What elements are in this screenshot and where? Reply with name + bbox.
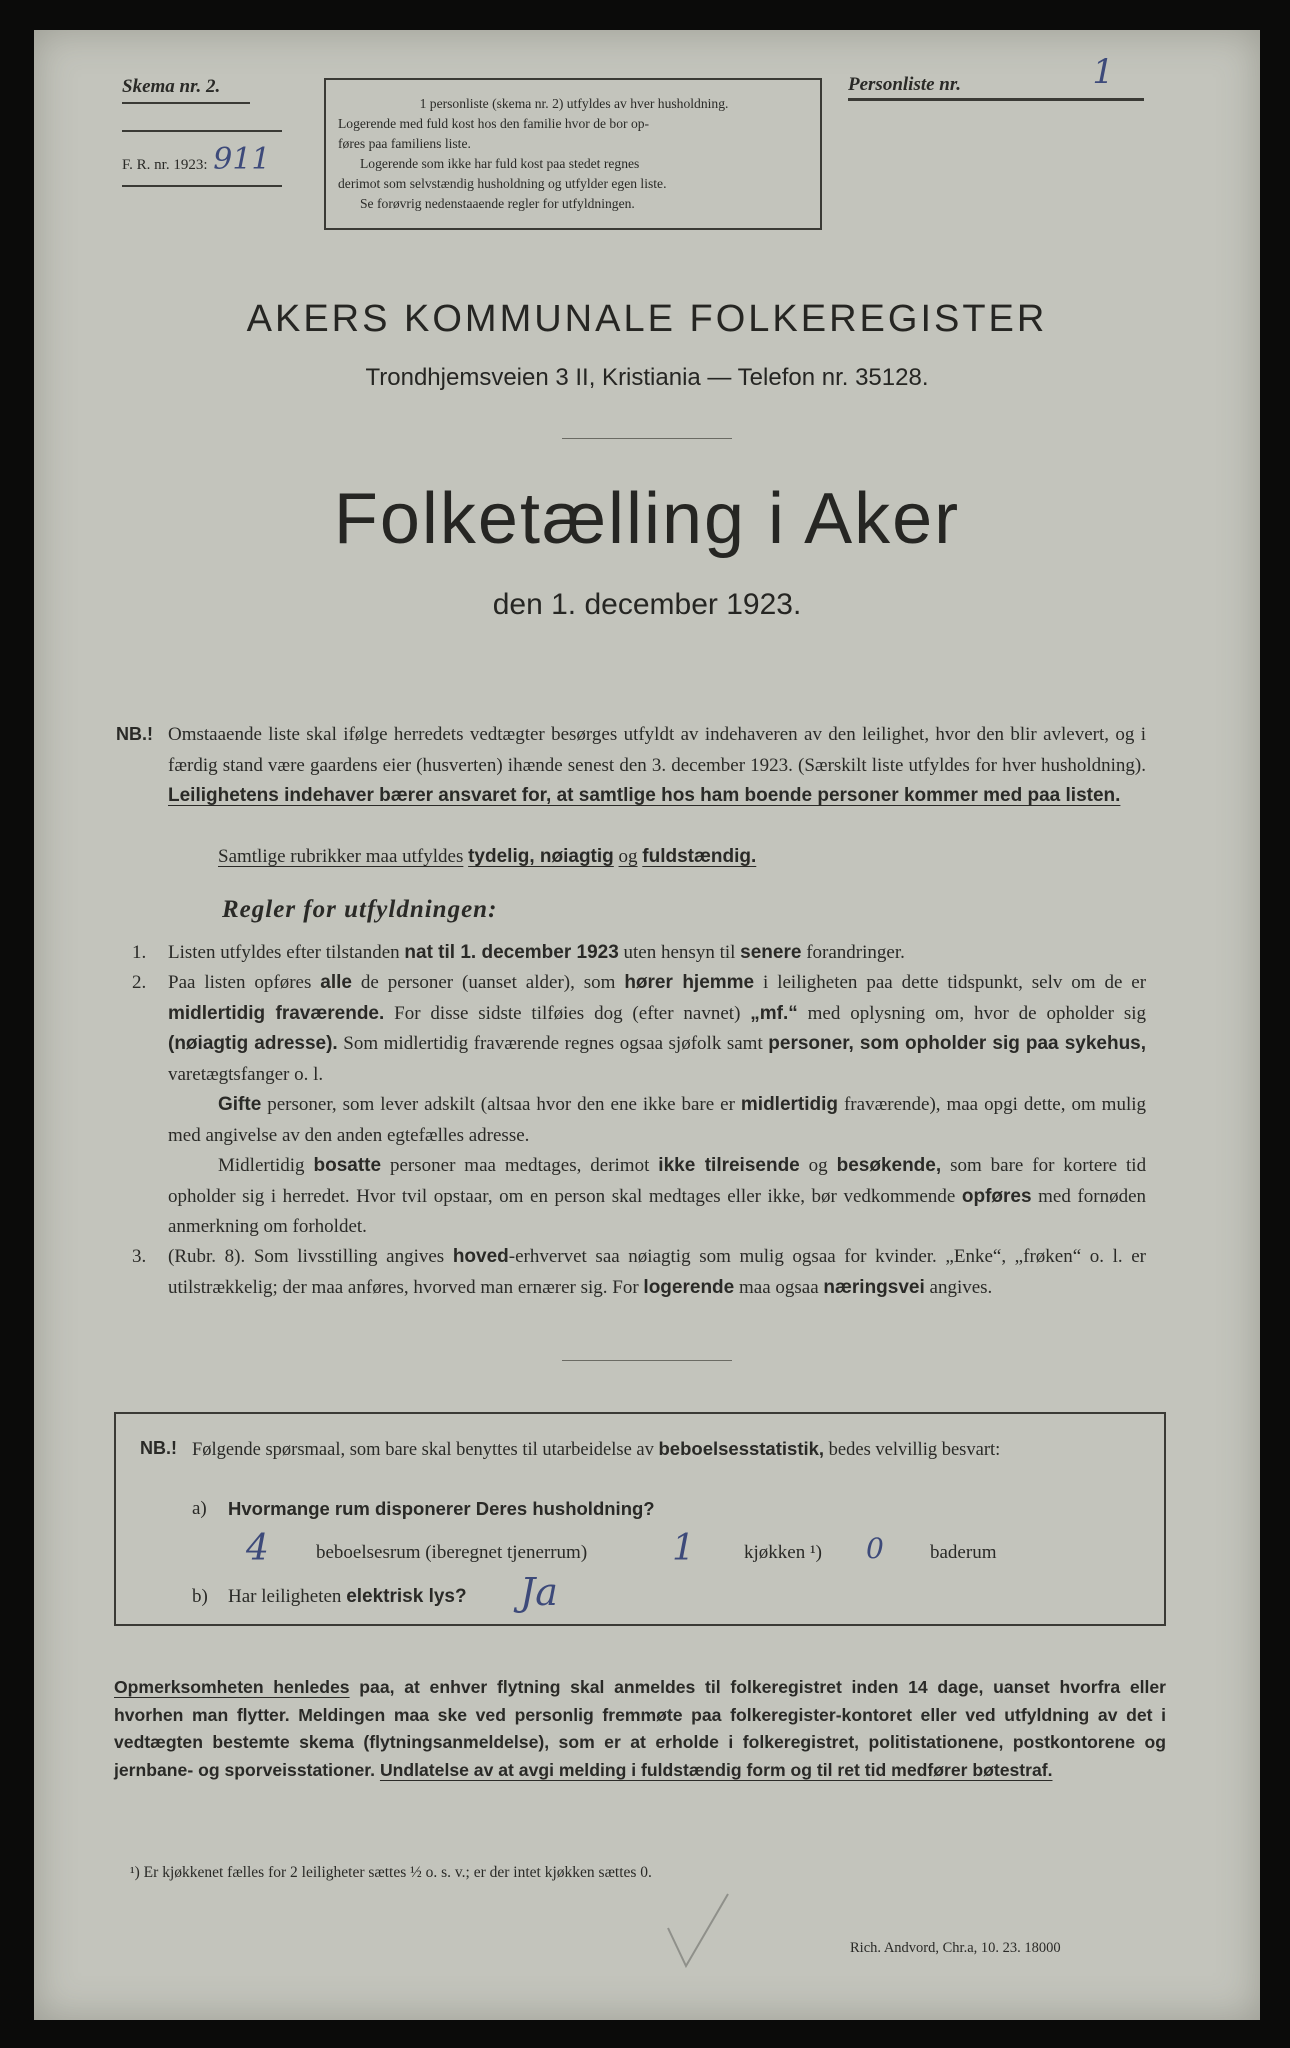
fr-value: 911 xyxy=(213,142,271,177)
skema-label: Skema nr. 2. xyxy=(122,76,250,104)
rule-3-number: 3. xyxy=(132,1246,147,1267)
question-b-label: b) xyxy=(192,1586,208,1607)
personliste-value: 1 xyxy=(1092,52,1114,92)
rooms-label: beboelsesrum (iberegnet tjenerrum) xyxy=(316,1542,588,1563)
census-form-page xyxy=(34,30,1260,2020)
nb1-line-3: Samtlige rubrikker maa utfyldes tydelig, nøiagtig og fuldstændig. xyxy=(218,846,757,867)
question-a-label: a) xyxy=(192,1498,207,1519)
info-line-2: Logerende med fuld kost hos den familie hvor de bor op- xyxy=(338,116,650,131)
question-a-text: Hvormange rum disponerer Deres husholdning? xyxy=(228,1498,655,1519)
kitchen-value: 1 xyxy=(672,1528,695,1569)
nb1-responsibility: Leilighetens indehaver bærer ansvaret for, at samtlige hos ham boende personer kommer med paa listen. xyxy=(168,785,1121,806)
footnote: ¹) Er kjøkkenet fælles for 2 leiligheter sættes ½ o. s. v.; er der intet kjøkken sættes 0. xyxy=(130,1864,652,1881)
electric-light-value: Ja xyxy=(520,1570,558,1614)
bath-label: baderum xyxy=(930,1542,997,1563)
check-mark-icon xyxy=(664,1890,734,1970)
bath-value: 0 xyxy=(866,1532,884,1565)
fr-label: F. R. nr. 1923: xyxy=(122,157,208,173)
nb-paragraph-1 xyxy=(168,720,1146,812)
page-title: Folketælling i Aker xyxy=(333,479,961,559)
org-name: AKERS KOMMUNALE FOLKEREGISTER xyxy=(246,298,1048,340)
rule-2-paragraph-married: Gifte personer, som lever adskilt (altsaa hvor den ene ikke bare er midlertidig fraværende), maa opgi dette, om mulig med angivelse av den anden egtefælles adresse. xyxy=(168,1094,1147,1146)
personliste-row xyxy=(848,52,1144,101)
nb2-intro: Følgende spørsmaal, som bare skal benyttes til utarbeidelse av beboelsesstatistik, bedes velvillig besvart: xyxy=(192,1438,1001,1460)
info-line-4: Logerende som ikke har fuld kost paa stedet regnes xyxy=(360,156,640,171)
org-address: Trondhjemsveien 3 II, Kristiania — Telefon nr. 35128. xyxy=(365,364,929,391)
section-divider xyxy=(562,1360,732,1361)
housing-statistics-box xyxy=(114,1412,1166,1626)
rule-3: (Rubr. 8). Som livsstilling angives hoved-erhvervet saa nøiagtig som mulig ogsaa for kvinder. „Enke“, „frøken“ o. l. er utilstrækkelig; der maa anføres, hvorved man ernærer sig. For logerende maa ogsaa næringsvei angives. xyxy=(168,1246,1147,1298)
nb-label-2: NB.! xyxy=(140,1438,177,1458)
nb1-text: Omstaaende liste skal ifølge herredets vedtægter besørges utfyldt av indehaveren av den leilighet, hvor den blir avlevert, og i færdig stand være gaardens eier (husverten) ihænde senest den 3. december 1923. (Særskilt liste utfyldes for hver husholdning). xyxy=(168,724,1146,776)
header-left-rule xyxy=(122,130,282,132)
printer-imprint: Rich. Andvord, Chr.a, 10. 23. 18000 xyxy=(850,1940,1061,1956)
rule-2-number: 2. xyxy=(132,972,147,993)
kitchen-label: kjøkken ¹) xyxy=(744,1542,822,1563)
info-line-1: 1 personliste (skema nr. 2) utfyldes av hver husholdning. xyxy=(419,96,729,111)
rule-2-paragraph-residents: Midlertidig bosatte personer maa medtages, derimot ikke tilreisende og besøkende, som bare for kortere tid opholder sig i herredet. Hvor tvil opstaar, om en person skal medtages eller ikke, bør vedkommende opføres med fornøden anmerkning om forholdet. xyxy=(168,1155,1147,1237)
household-info-box xyxy=(324,78,822,230)
personliste-label: Personliste nr. xyxy=(848,74,961,95)
nb-label-1: NB.! xyxy=(116,724,153,744)
title-date: den 1. december 1923. xyxy=(492,588,802,621)
info-line-5: derimot som selvstændig husholdning og utfylder egen liste. xyxy=(338,176,667,191)
rule-1: Listen utfyldes efter tilstanden nat til 1. december 1923 uten hensyn til senere forandringer. xyxy=(168,942,905,963)
rules-heading: Regler for utfyldningen: xyxy=(222,896,498,923)
rule-1-number: 1. xyxy=(132,942,147,963)
info-line-3: føres paa familiens liste. xyxy=(338,136,471,151)
rooms-value: 4 xyxy=(246,1528,269,1569)
question-b: Har leiligheten elektrisk lys? xyxy=(228,1586,467,1607)
title-divider xyxy=(562,438,732,439)
info-line-6: Se forøvrig nedenstaaende regler for utfyldningen. xyxy=(360,196,635,211)
moving-notice: Opmerksomheten henledes paa, at enhver flytning skal anmeldes til folkeregistret inden 14 dage, uanset hvorfra eller hvorhen man flytter. Meldingen maa ske ved personlig fremmøte paa folkeregister-kontoret eller ved utfyldning av det i vedtægten bestemte skema (flytningsanmeldelse), som er at erholde i folkeregistret, politistationene, postkontorene og jernbane- og sporveisstationer. Undlatelse av at avgi melding i fuldstændig form og til ret tid medfører bøtestraf. xyxy=(114,1677,1167,1780)
rule-2: Paa listen opføres alle de personer (uanset alder), som hører hjemme i leiligheten paa dette tidspunkt, selv om de er midlertidig fraværende. For disse sidste tilføies dog (efter navnet) „mf.“ med oplysning om, hvor de opholder sig (nøiagtig adresse). Som midlertidig fraværende regnes ogsaa sjøfolk samt personer, som opholder sig paa sykehus, varetægtsfanger o. l. xyxy=(168,972,1147,1085)
fr-number-row xyxy=(122,142,282,187)
